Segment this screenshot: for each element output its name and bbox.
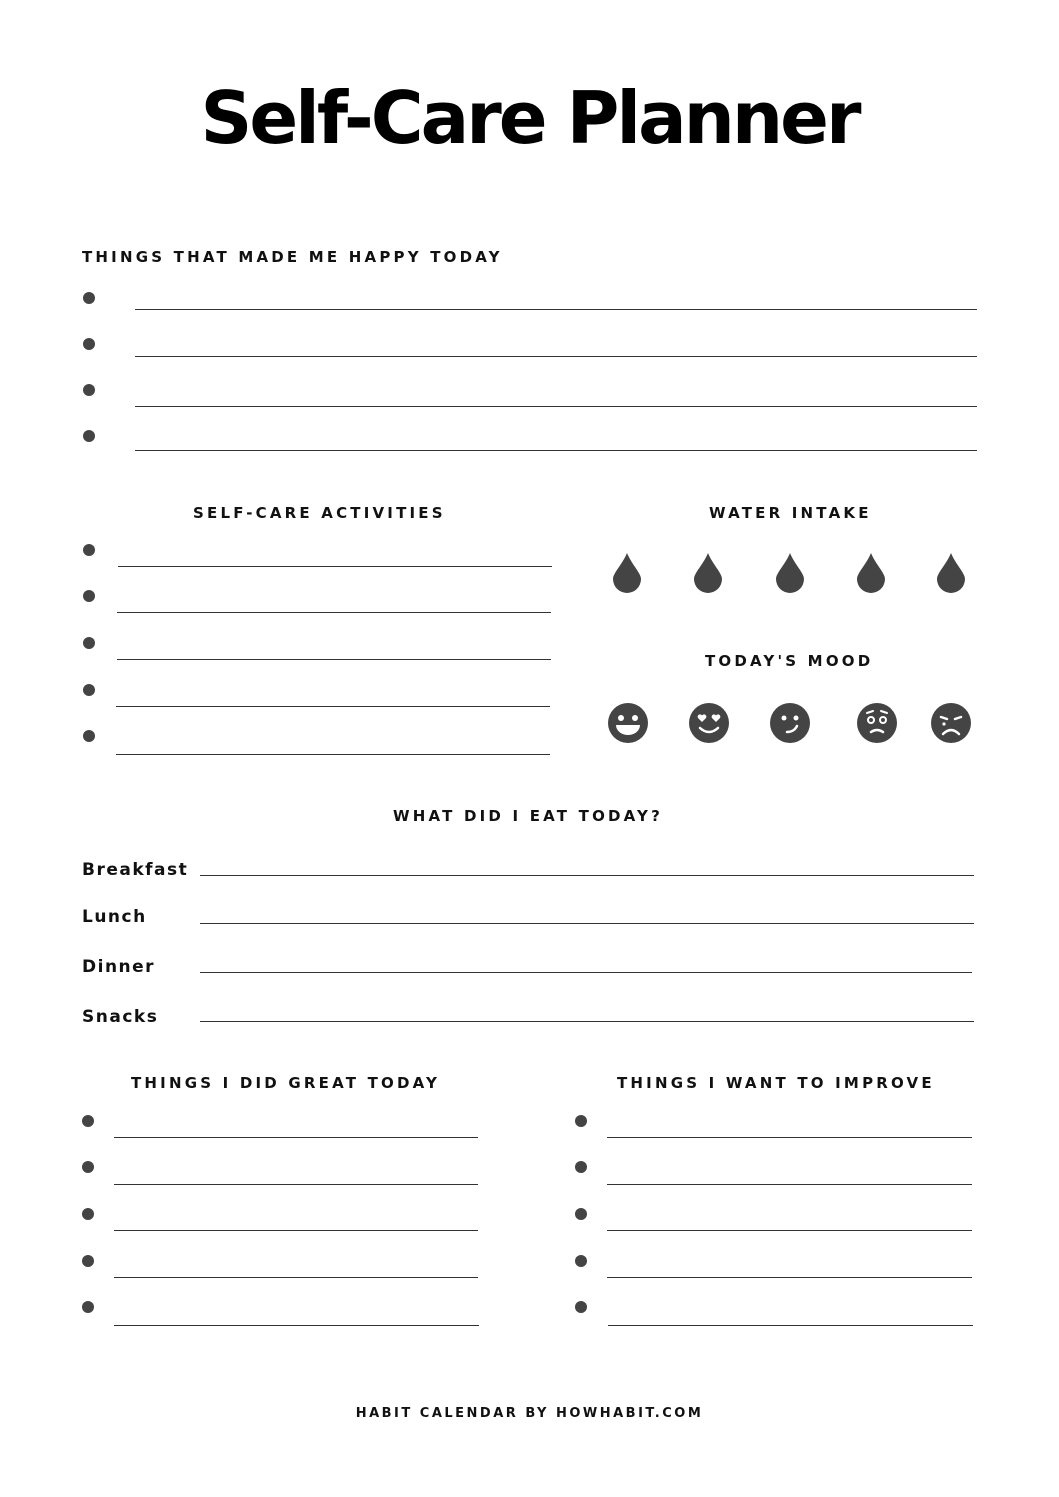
activity-line-2[interactable] [117,612,551,613]
lunch-line[interactable] [200,923,974,924]
great-line-3[interactable] [114,1230,478,1231]
improve-line-4[interactable] [607,1277,972,1278]
bullet-icon [83,684,95,696]
grinning-face-icon[interactable] [607,702,649,744]
dinner-line[interactable] [200,972,972,973]
improve-line-2[interactable] [607,1184,972,1185]
bullet-icon [83,544,95,556]
improve-heading: THINGS I WANT TO IMPROVE [617,1074,935,1092]
improve-line-3[interactable] [607,1230,972,1231]
bullet-icon [575,1161,587,1173]
bullet-icon [82,1161,94,1173]
bullet-icon [575,1301,587,1313]
great-line-4[interactable] [114,1277,478,1278]
activity-line-4[interactable] [116,706,550,707]
great-line-5[interactable] [114,1325,479,1326]
bullet-icon [82,1115,94,1127]
bullet-icon [83,338,95,350]
happy-line-1[interactable] [135,309,977,310]
activities-heading: SELF-CARE ACTIVITIES [193,504,446,522]
happy-line-3[interactable] [135,406,977,407]
bullet-icon [83,384,95,396]
water-drop-icon[interactable] [774,551,806,593]
bullet-icon [575,1208,587,1220]
bullet-icon [82,1255,94,1267]
water-drop-icon[interactable] [611,551,643,593]
sad-face-icon[interactable] [930,702,972,744]
worried-face-icon[interactable] [856,702,898,744]
great-heading: THINGS I DID GREAT TODAY [131,1074,441,1092]
breakfast-line[interactable] [200,875,974,876]
improve-line-5[interactable] [608,1325,973,1326]
bullet-icon [575,1115,587,1127]
activity-line-3[interactable] [117,659,551,660]
meal-label-snacks: Snacks [82,1007,159,1027]
bullet-icon [83,430,95,442]
smirking-face-icon[interactable] [769,702,811,744]
happy-line-4[interactable] [135,450,977,451]
happy-heading: THINGS THAT MADE ME HAPPY TODAY [82,248,503,266]
bullet-icon [82,1301,94,1313]
mood-heading: TODAY'S MOOD [705,652,874,670]
snacks-line[interactable] [200,1021,974,1022]
improve-line-1[interactable] [607,1137,972,1138]
bullet-icon [83,730,95,742]
meal-label-dinner: Dinner [82,957,156,977]
bullet-icon [83,590,95,602]
heart-eyes-face-icon[interactable] [688,702,730,744]
great-line-1[interactable] [114,1137,478,1138]
activity-line-1[interactable] [118,566,552,567]
water-heading: WATER INTAKE [709,504,872,522]
happy-line-2[interactable] [135,356,977,357]
great-line-2[interactable] [114,1184,478,1185]
bullet-icon [83,292,95,304]
bullet-icon [82,1208,94,1220]
bullet-icon [83,637,95,649]
water-drop-icon[interactable] [855,551,887,593]
eat-heading: WHAT DID I EAT TODAY? [393,807,664,825]
meal-label-lunch: Lunch [82,907,147,927]
meal-label-breakfast: Breakfast [82,860,189,880]
bullet-icon [575,1255,587,1267]
water-drop-icon[interactable] [692,551,724,593]
footer-credit: HABIT CALENDAR BY HOWHABIT.COM [355,1406,704,1421]
water-drop-icon[interactable] [935,551,967,593]
activity-line-5[interactable] [116,754,550,755]
page-title: Self-Care Planner [200,76,859,160]
